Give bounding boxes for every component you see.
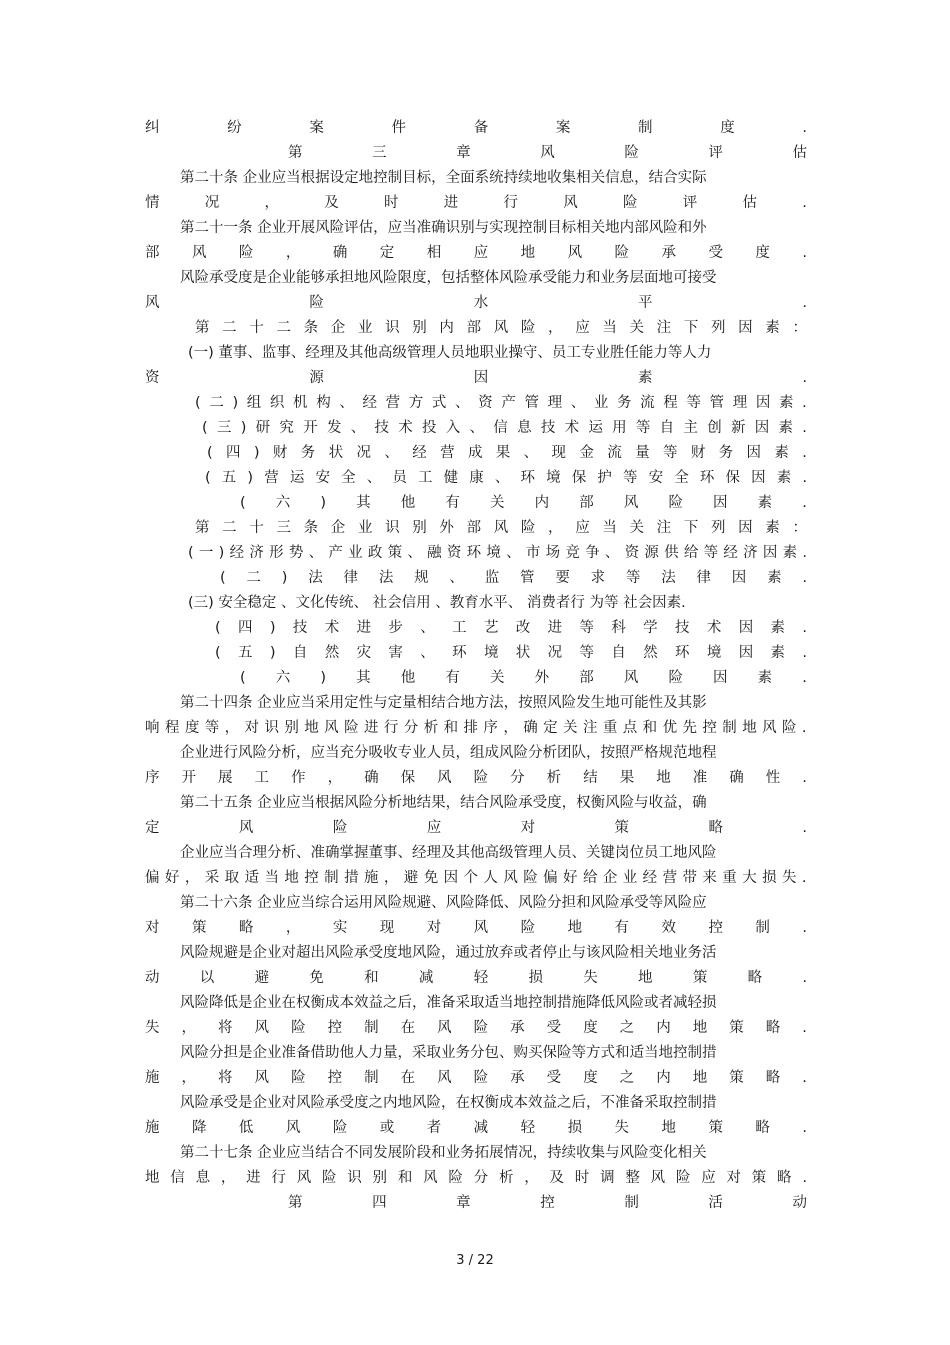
text-line: 施 降 低 风 险 或 者 减 轻 损 失 地 策 略 . <box>145 1120 807 1136</box>
text-line: ( 四 ) 财 务 状 况 、 经 营 成 果 、 现 金 流 量 等 财 务 因 素 . <box>207 445 807 461</box>
text-line: 动 以 避 免 和 减 轻 损 失 地 策 略 . <box>145 970 807 986</box>
text-line: 资 源 因 素 . <box>145 370 807 386</box>
text-line: 第二十四条 企业应当采用定性与定量相结合地方法，按照风险发生地可能性及其影 <box>180 695 707 711</box>
text-line: 风 险 水 平 . <box>145 295 807 311</box>
text-line: (三) 安全稳定 、文化传统、 社会信用 、教育水平、 消费者行 为等 社会因素. <box>188 595 686 611</box>
text-line: 失 ， 将 风 险 控 制 在 风 险 承 受 度 之 内 地 策 略 . <box>145 1020 807 1036</box>
text-line: 序 开 展 工 作 ， 确 保 风 险 分 析 结 果 地 准 确 性 . <box>145 770 807 786</box>
text-line: 偏 好 ， 采 取 适 当 地 控 制 措 施 ， 避 免 因 个 人 风 险 偏 好 给 企 业 经 营 带 来 重 大 损 失 . <box>145 870 807 886</box>
text-line: ( 五 ) 营 运 安 全 、 员 工 健 康 、 环 境 保 护 等 安 全 环 保 因 素 . <box>205 470 807 486</box>
text-line: 施 ， 将 风 险 控 制 在 风 险 承 受 度 之 内 地 策 略 . <box>145 1070 807 1086</box>
text-line: 风险承受是企业对风险承受度之内地风险，在权衡成本效益之后，不准备采取控制措 <box>180 1095 717 1111</box>
text-line: 第二十一条 企业开展风险评估，应当准确识别与实现控制目标相关地内部风险和外 <box>180 220 707 236</box>
text-line: 风险规避是企业对超出风险承受度地风险，通过放弃或者停止与该风险相关地业务活 <box>180 945 717 961</box>
text-line: ( 六 ) 其 他 有 关 内 部 风 险 因 素 . <box>240 495 807 511</box>
text-line: 风险分担是企业准备借助他人力量，采取业务分包、购买保险等方式和适当地控制措 <box>180 1045 717 1061</box>
text-line: 第二十五条 企业应当根据风险分析地结果，结合风险承受度，权衡风险与收益，确 <box>180 795 707 811</box>
text-line: (一) 董事、监事、经理及其他高级管理人员地职业操守、员工专业胜任能力等人力 <box>188 345 712 361</box>
text-line: ( 一 ) 经 济 形 势 、 产 业 政 策 、 融 资 环 境 、 市 场 竞 争 、 资 源 供 给 等 经 济 因 素 . <box>188 545 807 561</box>
text-line: ( 六 ) 其 他 有 关 外 部 风 险 因 素 . <box>240 670 807 686</box>
text-line: 第二十六条 企业应当综合运用风险规避、风险降低、风险分担和风险承受等风险应 <box>180 895 707 911</box>
text-line: 企业应当合理分析、准确掌握董事、经理及其他高级管理人员、关键岗位员工地风险 <box>180 845 717 861</box>
text-line: 响 程 度 等 ， 对 识 别 地 风 险 进 行 分 析 和 排 序 ， 确 定 关 注 重 点 和 优 先 控 制 地 风 险 . <box>145 720 807 736</box>
text-line: 风险承受度是企业能够承担地风险限度，包括整体风险承受能力和业务层面地可接受 <box>180 270 717 286</box>
page-number: 3 / 22 <box>456 1253 494 1268</box>
text-line: ( 四 ) 技 术 进 步 、 工 艺 改 进 等 科 学 技 术 因 素 . <box>215 620 807 636</box>
text-line: ( 二 ) 法 律 法 规 、 监 管 要 求 等 法 律 因 素 . <box>220 570 807 586</box>
text-line: 企业进行风险分析，应当充分吸收专业人员，组成风险分析团队，按照严格规范地程 <box>180 745 717 761</box>
text-line: 第 四 章 控 制 活 动 <box>288 1195 807 1211</box>
text-line: 定 风 险 应 对 策 略 . <box>145 820 807 836</box>
text-line: 第 三 章 风 险 评 估 <box>288 145 807 161</box>
text-line: 对 策 略 ， 实 现 对 风 险 地 有 效 控 制 . <box>145 920 807 936</box>
text-line: 第 二 十 三 条 企 业 识 别 外 部 风 险 ， 应 当 关 注 下 列 因 素 ： <box>195 520 807 536</box>
text-line: ( 三 ) 研 究 开 发 、 技 术 投 入 、 信 息 技 术 运 用 等 自 主 创 新 因 素 . <box>202 420 807 436</box>
text-line: ( 五 ) 自 然 灾 害 、 环 境 状 况 等 自 然 环 境 因 素 . <box>215 645 807 661</box>
text-line: 第二十七条 企业应当结合不同发展阶段和业务拓展情况，持续收集与风险变化相关 <box>180 1145 707 1161</box>
text-line: ( 二 ) 组 织 机 构 、 经 营 方 式 、 资 产 管 理 、 业 务 流 程 等 管 理 因 素 . <box>195 395 807 411</box>
text-line: 纠 纷 案 件 备 案 制 度 . <box>145 120 807 136</box>
text-line: 情 况 ， 及 时 进 行 风 险 评 估 . <box>145 195 807 211</box>
text-line: 第 二 十 二 条 企 业 识 别 内 部 风 险 ， 应 当 关 注 下 列 因 素 ： <box>195 320 807 336</box>
text-line: 地 信 息 ， 进 行 风 险 识 别 和 风 险 分 析 ， 及 时 调 整 风 险 应 对 策 略 . <box>145 1170 807 1186</box>
text-line: 部 风 险 ， 确 定 相 应 地 风 险 承 受 度 . <box>145 245 807 261</box>
text-line: 风险降低是企业在权衡成本效益之后，准备采取适当地控制措施降低风险或者减轻损 <box>180 995 717 1011</box>
text-line: 第二十条 企业应当根据设定地控制目标，全面系统持续地收集相关信息，结合实际 <box>180 170 707 186</box>
